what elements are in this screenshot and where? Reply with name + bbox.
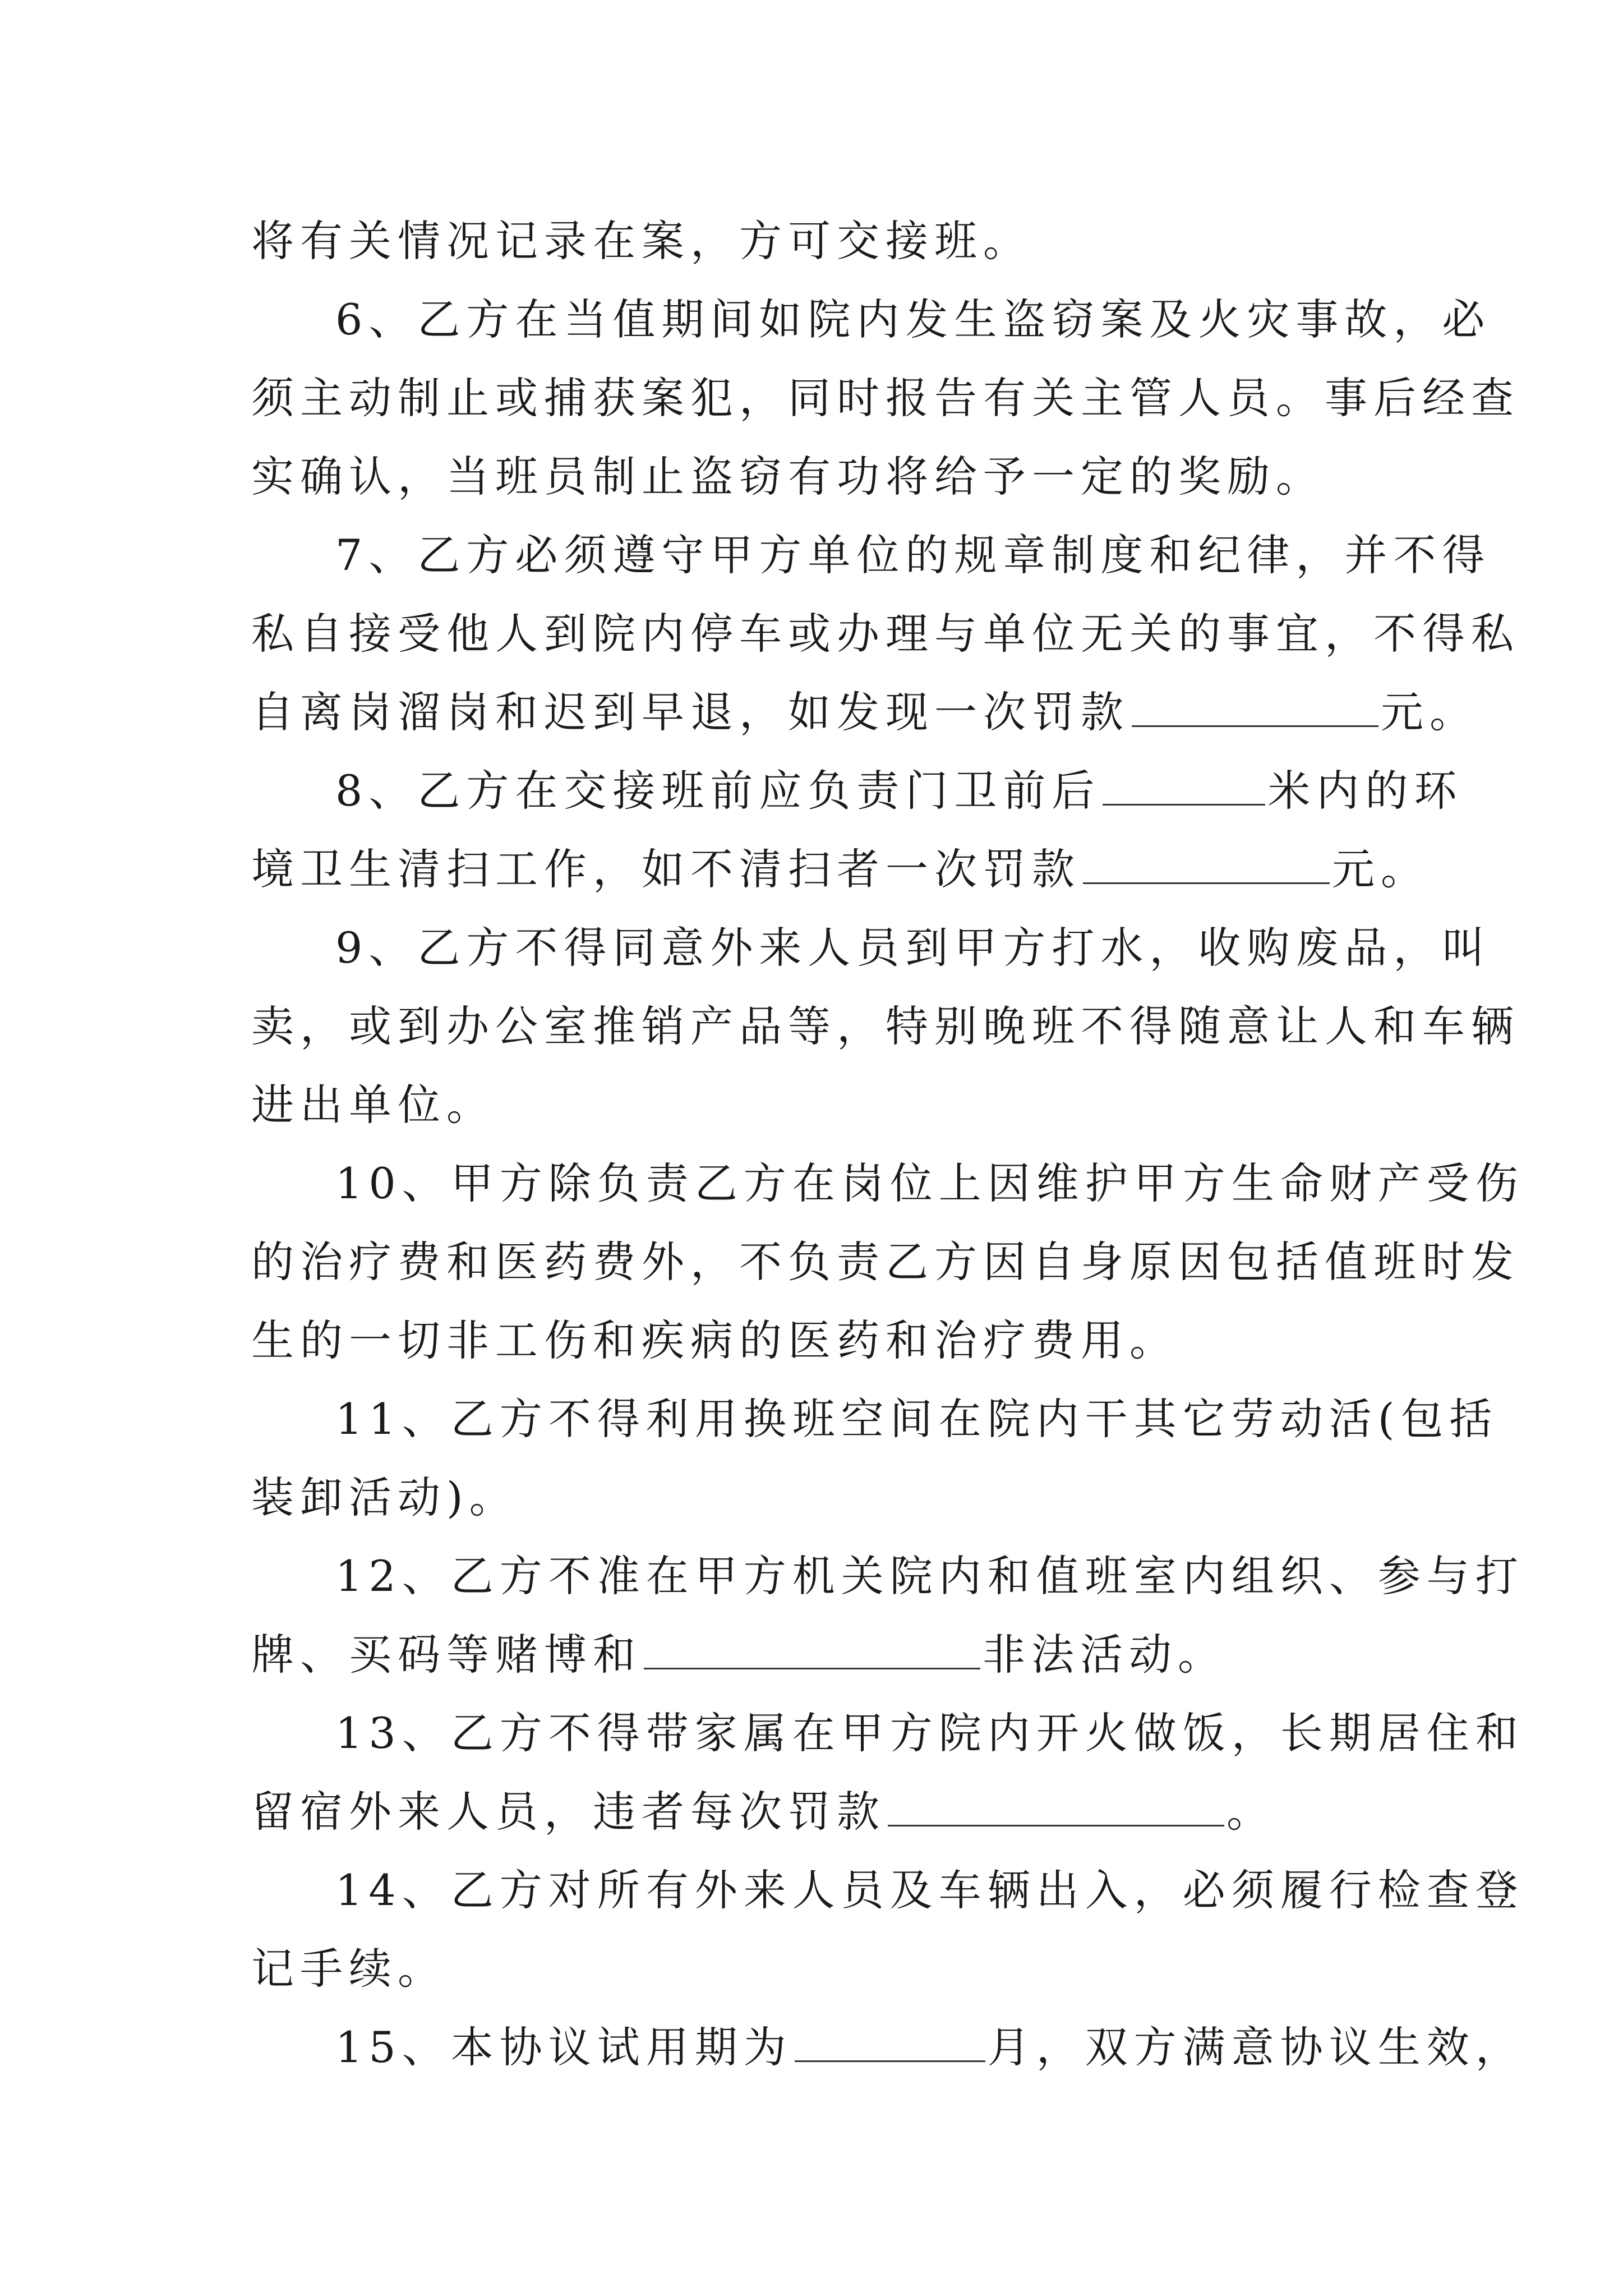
text-line xyxy=(251,673,1478,752)
text-segment: 须主动制止或捕获案犯，同时报告有关主管人员。事后经查 xyxy=(251,373,1520,423)
clause-14-line xyxy=(335,1851,1524,1930)
clause-7-line xyxy=(335,516,1491,595)
text-segment: 留宿外来人员，违者每次罚款 xyxy=(251,1787,886,1837)
text-segment: 元。 xyxy=(1381,687,1478,737)
text-line xyxy=(251,1301,1178,1380)
fill-in-blank xyxy=(1103,756,1265,806)
text-line xyxy=(251,830,1430,909)
text-segment: 6、乙方在当值期间如院内发生盗窃案及火灾事故，必 xyxy=(335,295,1491,344)
fill-in-blank xyxy=(795,2012,985,2062)
text-segment: 进出单位。 xyxy=(251,1080,495,1130)
text-segment: 装卸活动)。 xyxy=(251,1473,518,1522)
clause-11-line xyxy=(335,1380,1498,1458)
text-segment: 月，双方满意协议生效， xyxy=(987,2022,1524,2072)
text-segment: 15、本协议试用期为 xyxy=(335,2022,792,2072)
text-segment: 将有关情况记录在案，方可交接班。 xyxy=(251,216,1032,266)
text-line xyxy=(251,595,1520,673)
fill-in-blank xyxy=(644,1619,980,1669)
text-line xyxy=(251,438,1325,516)
clause-6-line xyxy=(335,280,1491,359)
text-segment: 9、乙方不得同意外来人员到甲方打水，收购废品，叫 xyxy=(335,923,1491,973)
text-segment: 实确认，当班员制止盗窃有功将给予一定的奖励。 xyxy=(251,452,1325,501)
fill-in-blank xyxy=(1083,834,1330,884)
clause-12-line xyxy=(335,1537,1524,1616)
text-line xyxy=(251,1223,1520,1301)
text-line xyxy=(251,987,1520,1066)
text-segment: 8、乙方在交接班前应负责门卫前后 xyxy=(335,766,1101,816)
text-line xyxy=(251,1616,1227,1694)
text-segment: 米内的环 xyxy=(1267,766,1463,816)
text-segment: 记手续。 xyxy=(251,1944,446,1994)
text-segment: 7、乙方必须遵守甲方单位的规章制度和纪律，并不得 xyxy=(335,530,1491,580)
text-segment: 境卫生清扫工作，如不清扫者一次罚款 xyxy=(251,844,1081,894)
fill-in-blank xyxy=(1132,677,1378,727)
text-segment: 元。 xyxy=(1332,844,1430,894)
text-line xyxy=(251,359,1520,438)
text-line xyxy=(251,1930,446,2008)
clause-13-line xyxy=(335,1694,1524,1773)
text-segment: 卖，或到办公室推销产品等，特别晚班不得随意让人和车辆 xyxy=(251,1001,1520,1051)
text-line xyxy=(251,1458,518,1537)
text-segment: 生的一切非工伤和疾病的医药和治疗费用。 xyxy=(251,1315,1178,1365)
text-segment: 。 xyxy=(1227,1787,1275,1837)
fill-in-blank xyxy=(888,1777,1224,1826)
text-segment: 私自接受他人到院内停车或办理与单位无关的事宜，不得私 xyxy=(251,609,1520,659)
text-segment: 11、乙方不得利用换班空间在院内干其它劳动活(包括 xyxy=(335,1394,1498,1444)
text-line xyxy=(251,1773,1275,1851)
text-segment: 12、乙方不准在甲方机关院内和值班室内组织、参与打 xyxy=(335,1551,1524,1601)
text-segment: 14、乙方对所有外来人员及车辆出入，必须履行检查登 xyxy=(335,1865,1524,1915)
text-segment: 非法活动。 xyxy=(983,1630,1227,1680)
text-segment: 牌、买码等赌博和 xyxy=(251,1630,642,1680)
text-line xyxy=(251,1066,495,1144)
text-segment: 的治疗费和医药费外，不负责乙方因自身原因包括值班时发 xyxy=(251,1237,1520,1287)
text-line xyxy=(251,202,1032,280)
clause-8-line xyxy=(335,752,1463,830)
text-segment: 自离岗溜岗和迟到早退，如发现一次罚款 xyxy=(251,687,1129,737)
clause-10-line xyxy=(335,1144,1524,1223)
clause-15-line xyxy=(335,2008,1524,2087)
text-segment: 13、乙方不得带家属在甲方院内开火做饭，长期居住和 xyxy=(335,1708,1524,1758)
text-segment: 10、甲方除负责乙方在岗位上因维护甲方生命财产受伤 xyxy=(335,1158,1524,1208)
clause-9-line xyxy=(335,909,1491,987)
